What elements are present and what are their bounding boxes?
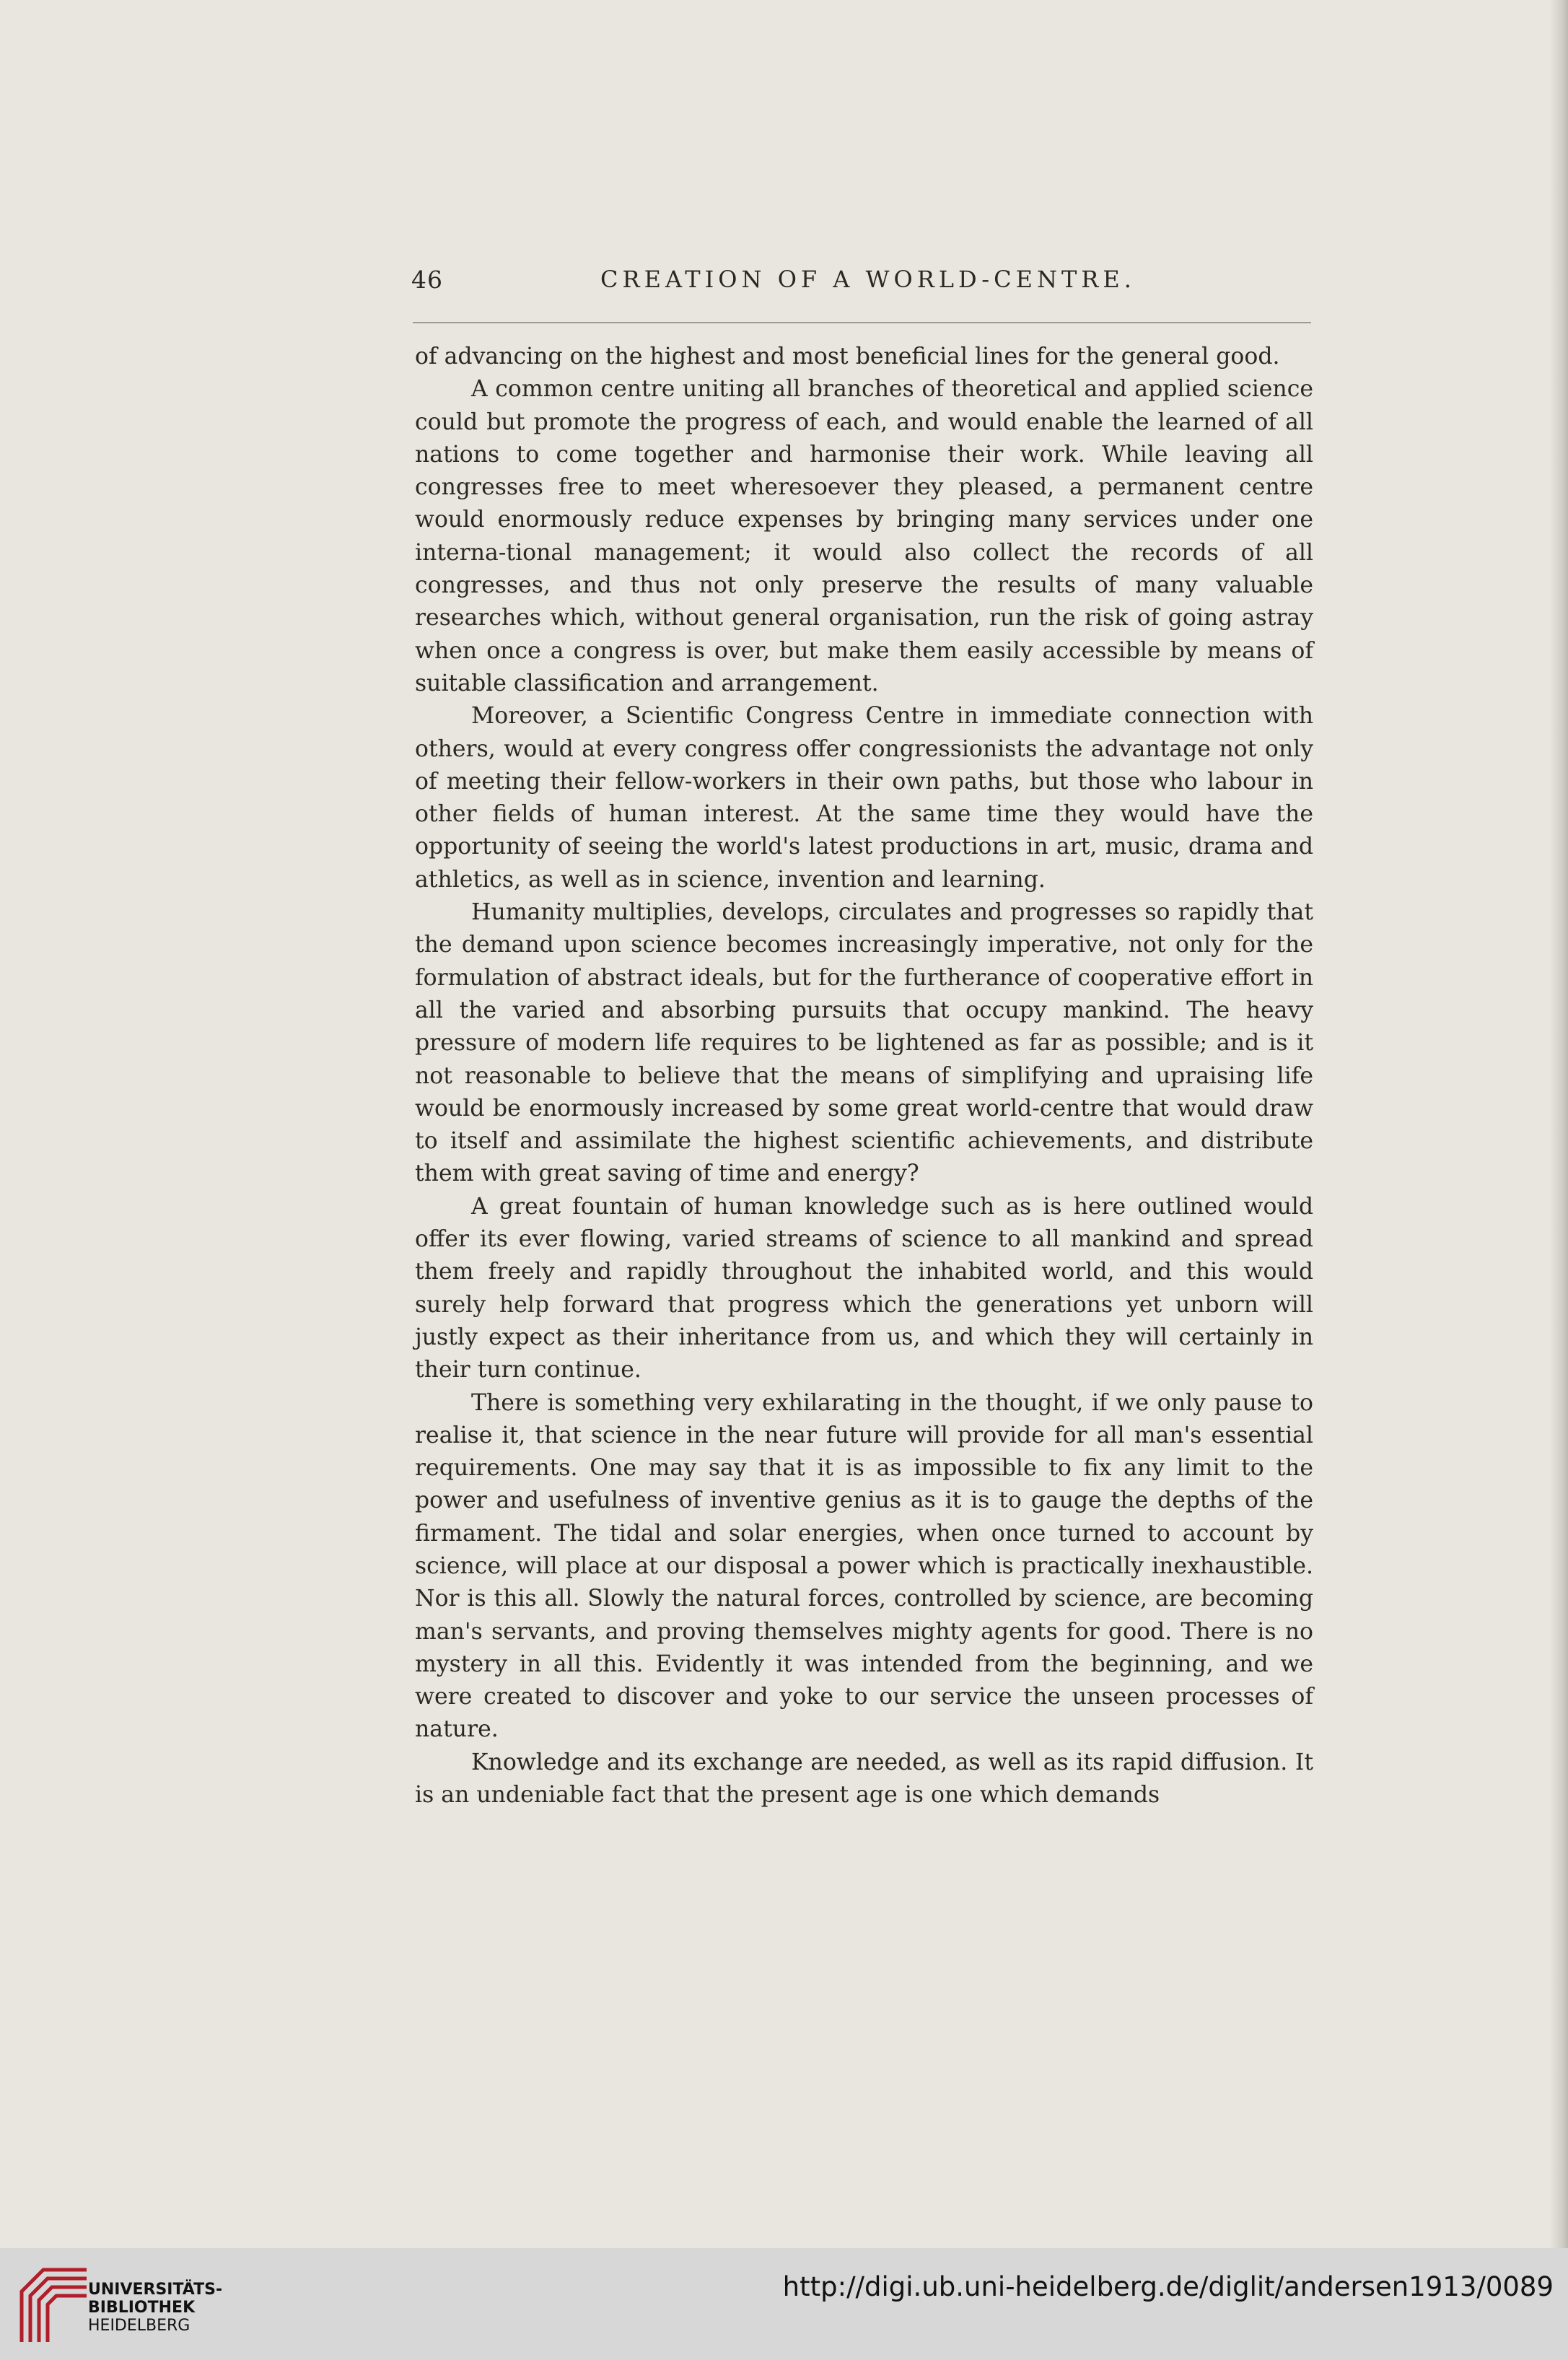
library-name — [88, 2281, 222, 2335]
paragraph: There is something very exhilarating in the thought, if we only pause to realise it, that science in the near future will provide for all man's essential requirements. One may say that it is as impossible to fix any limit to the power and usefulness of inventive genius as it is to gauge the depths of the firmament. The tidal and solar energies, when once turned to account by science, will place at our disposal a power which is practically inexhaustible. Nor is this all. Slowly the natural forces, controlled by science, are becoming man's servants, and proving themselves mighty agents for good. There is no mystery in all this. Evidently it was intended from the beginning, and we were created to discover and yoke to our service the unseen processes of nature. — [415, 1389, 1313, 1743]
paragraph: A common centre uniting all branches of theoretical and applied science could but promote the progress of each, and would enable the learned of all nations to come together and harmonise their work. While leaving all congresses free to meet wheresoever they pleased, a permanent centre would enormously reduce expenses by bringing many services under one interna-tional management; it would also collect the records of all congresses, and thus not only preserve the results of many valuable researches which, without general organisation, run the risk of going astray when once a congress is over, but make them easily accessible by means of suitable classification and arrangement. — [415, 376, 1313, 696]
paragraph: A great fountain of human knowledge such as is here outlined would offer its ever flowing, varied streams of science to all mankind and spread them freely and rapidly throughout the inhabited world, and this would surely help forward that progress which the generations yet unborn will justly expect as their inheritance from us, and which they will certainly in their turn continue. — [415, 1193, 1313, 1384]
page-edge-shadow — [1549, 0, 1568, 2248]
header-rule — [413, 322, 1311, 323]
library-logo-icon — [14, 2263, 94, 2349]
source-url[interactable]: http://digi.ub.uni-heidelberg.de/diglit/andersen1913/0089 — [782, 2271, 1554, 2302]
running-head: CREATION OF A WORLD-CENTRE. — [600, 266, 1136, 293]
viewer-footer — [0, 2248, 1568, 2360]
paragraph: Humanity multiplies, develops, circulates and progresses so rapidly that the demand upon science becomes increasingly imperative, not only for the formulation of abstract ideals, but for the furtherance of cooperative effort in all the varied and absorbing pursuits that occupy mankind. The heavy pressure of modern life requires to be lightened as far as possible; and is it not reasonable to believe that the means of simplifying and upraising life would be enormously increased by some great world-centre that would draw to itself and assimilate the highest scientific achievements, and distribute them with great saving of time and energy? — [415, 899, 1313, 1187]
page-number: 46 — [411, 266, 443, 294]
library-name-line: BIBLIOTHEK — [88, 2299, 196, 2317]
library-name-line: HEIDELBERG — [88, 2317, 190, 2335]
body-text — [415, 341, 1313, 1811]
library-name-line: UNIVERSITÄTS- — [88, 2281, 223, 2299]
paragraph: of advancing on the highest and most beneficial lines for the general good. — [415, 344, 1280, 370]
paragraph: Knowledge and its exchange are needed, as well as its rapid diffusion. It is an undeniable fact that the present age is one which demands — [415, 1749, 1313, 1809]
paragraph: Moreover, a Scientific Congress Centre in immediate connection with others, would at every congress offer congressionists the advantage not only of meeting their fellow-workers in their own paths, but those who labour in other fields of human interest. At the same time they would have the opportunity of seeing the world's latest productions in art, music, drama and athletics, as well as in science, invention and learning. — [415, 703, 1313, 893]
page-header — [411, 266, 1313, 309]
